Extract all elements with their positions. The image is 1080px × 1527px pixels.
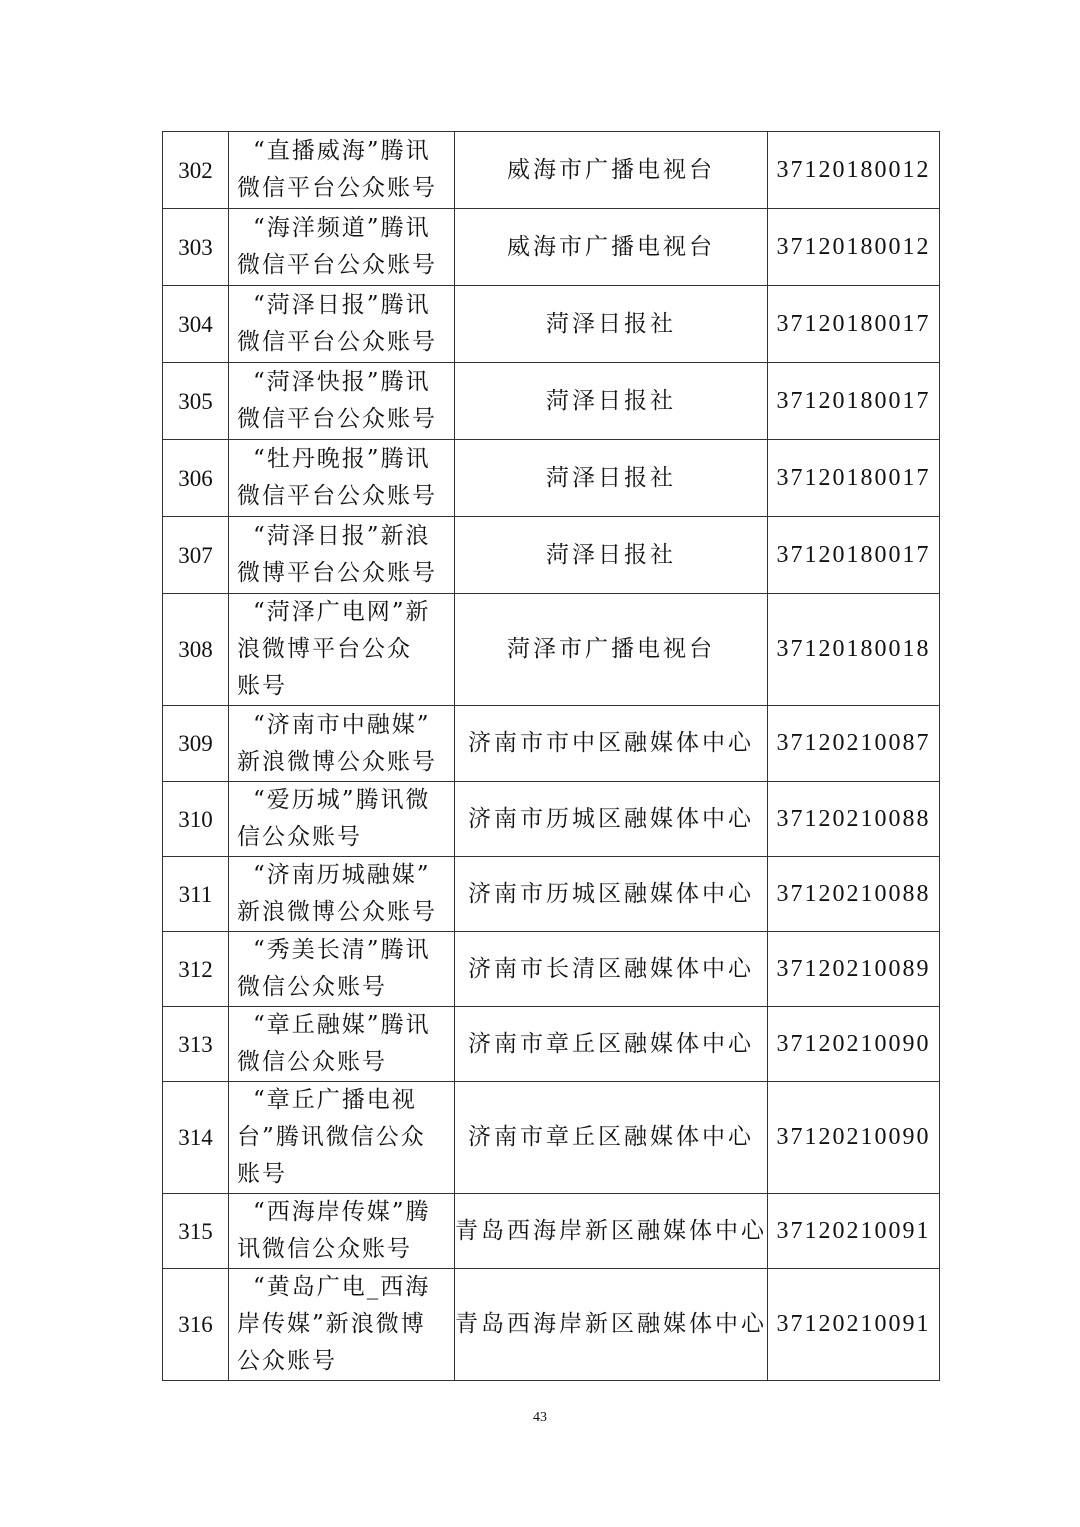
row-number: 310: [163, 782, 229, 857]
row-number: 303: [163, 209, 229, 286]
account-name: [229, 517, 455, 594]
table-row: [163, 517, 940, 594]
account-name-line: 信公众账号: [237, 824, 362, 850]
account-name: [229, 363, 455, 440]
table-row: [163, 782, 940, 857]
license-code: 37120180017: [768, 363, 940, 440]
account-name-line: “直播威海”腾讯: [253, 138, 431, 164]
license-code: 37120210091: [768, 1269, 940, 1381]
organization-name: 济南市历城区融媒体中心: [455, 857, 768, 932]
row-number: 316: [163, 1269, 229, 1381]
row-number: 305: [163, 363, 229, 440]
organization-name: 济南市历城区融媒体中心: [455, 782, 768, 857]
table-row: [163, 932, 940, 1007]
license-code: 37120180017: [768, 286, 940, 363]
account-name-line: 微信公众账号: [237, 1049, 387, 1075]
organization-name: 济南市市中区融媒体中心: [455, 706, 768, 782]
account-name: [229, 1082, 455, 1194]
organization-name: 菏泽日报社: [455, 363, 768, 440]
account-name: [229, 209, 455, 286]
account-name-line: 台”腾讯微信公众: [237, 1124, 426, 1150]
account-name-line: 微信平台公众账号: [237, 252, 437, 278]
account-name: [229, 1007, 455, 1082]
table-row: [163, 209, 940, 286]
account-name: [229, 932, 455, 1007]
row-number: 315: [163, 1194, 229, 1269]
organization-name: 济南市章丘区融媒体中心: [455, 1007, 768, 1082]
account-name-line: 微信公众账号: [237, 974, 387, 1000]
license-code: 37120210090: [768, 1007, 940, 1082]
media-account-table: [162, 131, 940, 1381]
table-row: [163, 1269, 940, 1381]
license-code: 37120180012: [768, 209, 940, 286]
account-name-line: “济南市中融媒”: [253, 711, 431, 738]
organization-name: 菏泽日报社: [455, 517, 768, 594]
table-row: [163, 1194, 940, 1269]
organization-name: 菏泽日报社: [455, 286, 768, 363]
account-name-line: “海洋频道”腾讯: [253, 215, 431, 241]
organization-name: 济南市长清区融媒体中心: [455, 932, 768, 1007]
account-name: [229, 440, 455, 517]
organization-name: 威海市广播电视台: [455, 209, 768, 286]
account-name-line: “章丘广播电视: [253, 1087, 417, 1113]
account-name: [229, 782, 455, 857]
license-code: 37120210089: [768, 932, 940, 1007]
organization-name: 菏泽市广播电视台: [455, 594, 768, 706]
account-name-line: “菏泽日报”新浪: [253, 523, 431, 549]
row-number: 311: [163, 857, 229, 932]
license-code: 37120180017: [768, 440, 940, 517]
license-code: 37120210088: [768, 857, 940, 932]
account-name-line: 微信平台公众账号: [237, 406, 437, 432]
account-name: [229, 1194, 455, 1269]
row-number: 306: [163, 440, 229, 517]
account-name-line: “菏泽快报”腾讯: [253, 369, 431, 395]
license-code: 37120210088: [768, 782, 940, 857]
organization-name: 青岛西海岸新区融媒体中心: [455, 1194, 768, 1269]
account-name: [229, 706, 455, 782]
account-name-line: 岸传媒”新浪微博: [237, 1311, 426, 1337]
row-number: 308: [163, 594, 229, 706]
row-number: 304: [163, 286, 229, 363]
row-number: 302: [163, 132, 229, 209]
organization-name: 青岛西海岸新区融媒体中心: [455, 1269, 768, 1381]
row-number: 312: [163, 932, 229, 1007]
account-name-line: “爱历城”腾讯微: [253, 787, 431, 813]
account-name: [229, 132, 455, 209]
license-code: 37120210087: [768, 706, 940, 782]
account-name-line: “章丘融媒”腾讯: [253, 1012, 431, 1038]
account-name-line: “秀美长清”腾讯: [253, 937, 431, 963]
table-row: [163, 594, 940, 706]
account-name: [229, 1269, 455, 1381]
license-code: 37120180018: [768, 594, 940, 706]
table-row: [163, 1007, 940, 1082]
account-name-line: 微信平台公众账号: [237, 329, 437, 355]
account-name-line: 微博平台公众账号: [237, 560, 437, 586]
table-row: [163, 132, 940, 209]
license-code: 37120210091: [768, 1194, 940, 1269]
account-name-line: “黄岛广电_西海: [253, 1274, 431, 1300]
row-number: 307: [163, 517, 229, 594]
row-number: 313: [163, 1007, 229, 1082]
account-name: [229, 286, 455, 363]
account-name-line: “牡丹晚报”腾讯: [253, 446, 431, 472]
license-code: 37120180017: [768, 517, 940, 594]
account-name-line: “菏泽广电网”新: [253, 599, 431, 625]
account-name: [229, 857, 455, 932]
account-name-line: “菏泽日报”腾讯: [253, 292, 431, 318]
account-name-line: “西海岸传媒”腾: [253, 1199, 431, 1225]
account-name: [229, 594, 455, 706]
table-row: [163, 440, 940, 517]
organization-name: 菏泽日报社: [455, 440, 768, 517]
account-name-line: 浪微博平台公众: [237, 636, 412, 662]
license-code: 37120180012: [768, 132, 940, 209]
table-row: [163, 857, 940, 932]
account-name-line: 新浪微博公众账号: [237, 748, 437, 775]
account-name-line: 讯微信公众账号: [237, 1236, 412, 1262]
account-name-line: 微信平台公众账号: [237, 483, 437, 509]
row-number: 309: [163, 706, 229, 782]
account-name-line: 微信平台公众账号: [237, 175, 437, 201]
page-number: 43: [533, 1410, 547, 1425]
account-name-line: 账号: [237, 673, 287, 699]
account-name-line: 新浪微博公众账号: [237, 899, 437, 925]
table-row: [163, 706, 940, 782]
account-name-line: “济南历城融媒”: [253, 862, 431, 888]
table-row: [163, 1082, 940, 1194]
table-row: [163, 286, 940, 363]
account-name-line: 公众账号: [237, 1348, 337, 1374]
table-row: [163, 363, 940, 440]
license-code: 37120210090: [768, 1082, 940, 1194]
organization-name: 济南市章丘区融媒体中心: [455, 1082, 768, 1194]
organization-name: 威海市广播电视台: [455, 132, 768, 209]
row-number: 314: [163, 1082, 229, 1194]
account-name-line: 账号: [237, 1161, 287, 1187]
